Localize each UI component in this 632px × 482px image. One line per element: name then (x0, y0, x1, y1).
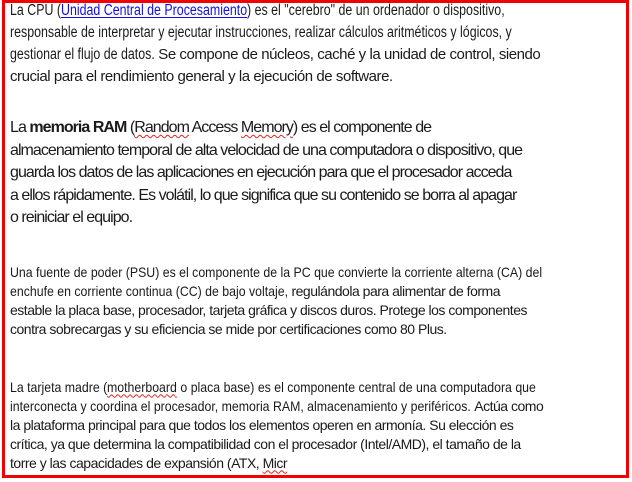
text-line (10, 320, 615, 339)
text-line (10, 301, 615, 320)
misspelled-word: Micr (262, 454, 288, 471)
text-line (10, 282, 615, 301)
misspelled-word: Random (134, 119, 189, 136)
text-line (10, 378, 615, 397)
misspelled-word: Memory (240, 119, 293, 136)
text-line (10, 416, 615, 435)
text-run: la plataforma principal para que todos los elementos operen en armonía. Su elección es (10, 416, 514, 433)
text-line (10, 140, 615, 163)
text-line (10, 185, 615, 208)
hyperlink[interactable]: Unidad Central de Procesamiento (60, 2, 248, 19)
text-run: contra sobrecargas y su eficiencia se mide por certificaciones como 80 Plus. (10, 320, 447, 337)
text-run: enchufe en corriente continua (CC) de bajo voltaje, (10, 282, 292, 299)
text-run: torre y las capacidades de expansión (ATX, (10, 454, 263, 471)
text-run: ( (126, 119, 135, 136)
document-page (10, 0, 615, 473)
text-run: ) es el componente de (292, 119, 432, 136)
text-run: Se compone de núcleos, caché y la unidad de control, siendo (158, 46, 541, 63)
text-run: gestionar el flujo de datos. (10, 46, 159, 63)
text-line (10, 435, 615, 454)
text-line (10, 22, 615, 44)
text-run: Una fuente de poder (PSU) es el componente de la PC que convierte la corriente alterna (CA) del (10, 263, 543, 280)
text-line (10, 397, 615, 416)
text-line (10, 454, 615, 473)
text-run: interconecta y coordina el procesador, memoria RAM, almacenamiento y periféricos. (10, 397, 475, 414)
text-run: La CPU ( (10, 2, 61, 19)
text-run: estable la placa base, procesador, tarjeta gráfica y discos duros. Protege los componentes (10, 301, 528, 318)
text-line (10, 263, 615, 282)
text-run: Actúa como (474, 397, 544, 414)
text-line (10, 0, 615, 22)
misspelled-word: motherboard (107, 378, 178, 395)
text-run: o reiniciar el equipo. (10, 209, 133, 226)
text-line (10, 66, 615, 88)
paragraph-motherboard (10, 378, 615, 473)
text-run: crucial para el rendimiento general y la ejecución de software. (10, 68, 393, 85)
text-run: Access (188, 119, 241, 136)
paragraph-cpu (10, 0, 615, 88)
paragraph-ram (10, 117, 615, 230)
text-run: crítica, ya que determina la compatibilidad con el procesador (Intel/AMD), el tamaño de la (10, 435, 521, 452)
text-line (10, 162, 615, 185)
text-line (10, 44, 615, 66)
text-run: La (10, 119, 30, 136)
text-run: guarda los datos de las aplicaciones en ejecución para que el procesador acceda (10, 164, 512, 181)
text-run: memoria RAM (29, 119, 127, 136)
text-line (10, 117, 615, 140)
text-run: La tarjeta madre ( (10, 378, 108, 395)
text-line (10, 207, 615, 230)
text-run: a ellos rápidamente. Es volátil, lo que significa que su contenido se borra al apagar (10, 186, 517, 204)
paragraph-psu (10, 263, 615, 339)
text-run: responsable de interpretar y ejecutar instrucciones, realizar cálculos aritméticos y lógicos, y (10, 24, 512, 41)
text-run: o placa base) es el componente central de una computadora que (177, 378, 536, 395)
text-run: almacenamiento temporal de alta velocidad de una computadora o dispositivo, que (10, 141, 523, 159)
text-run: regulándola para alimentar de forma (291, 282, 501, 299)
text-run: ) es el "cerebro" de un ordenador o dispositivo, (247, 2, 505, 19)
